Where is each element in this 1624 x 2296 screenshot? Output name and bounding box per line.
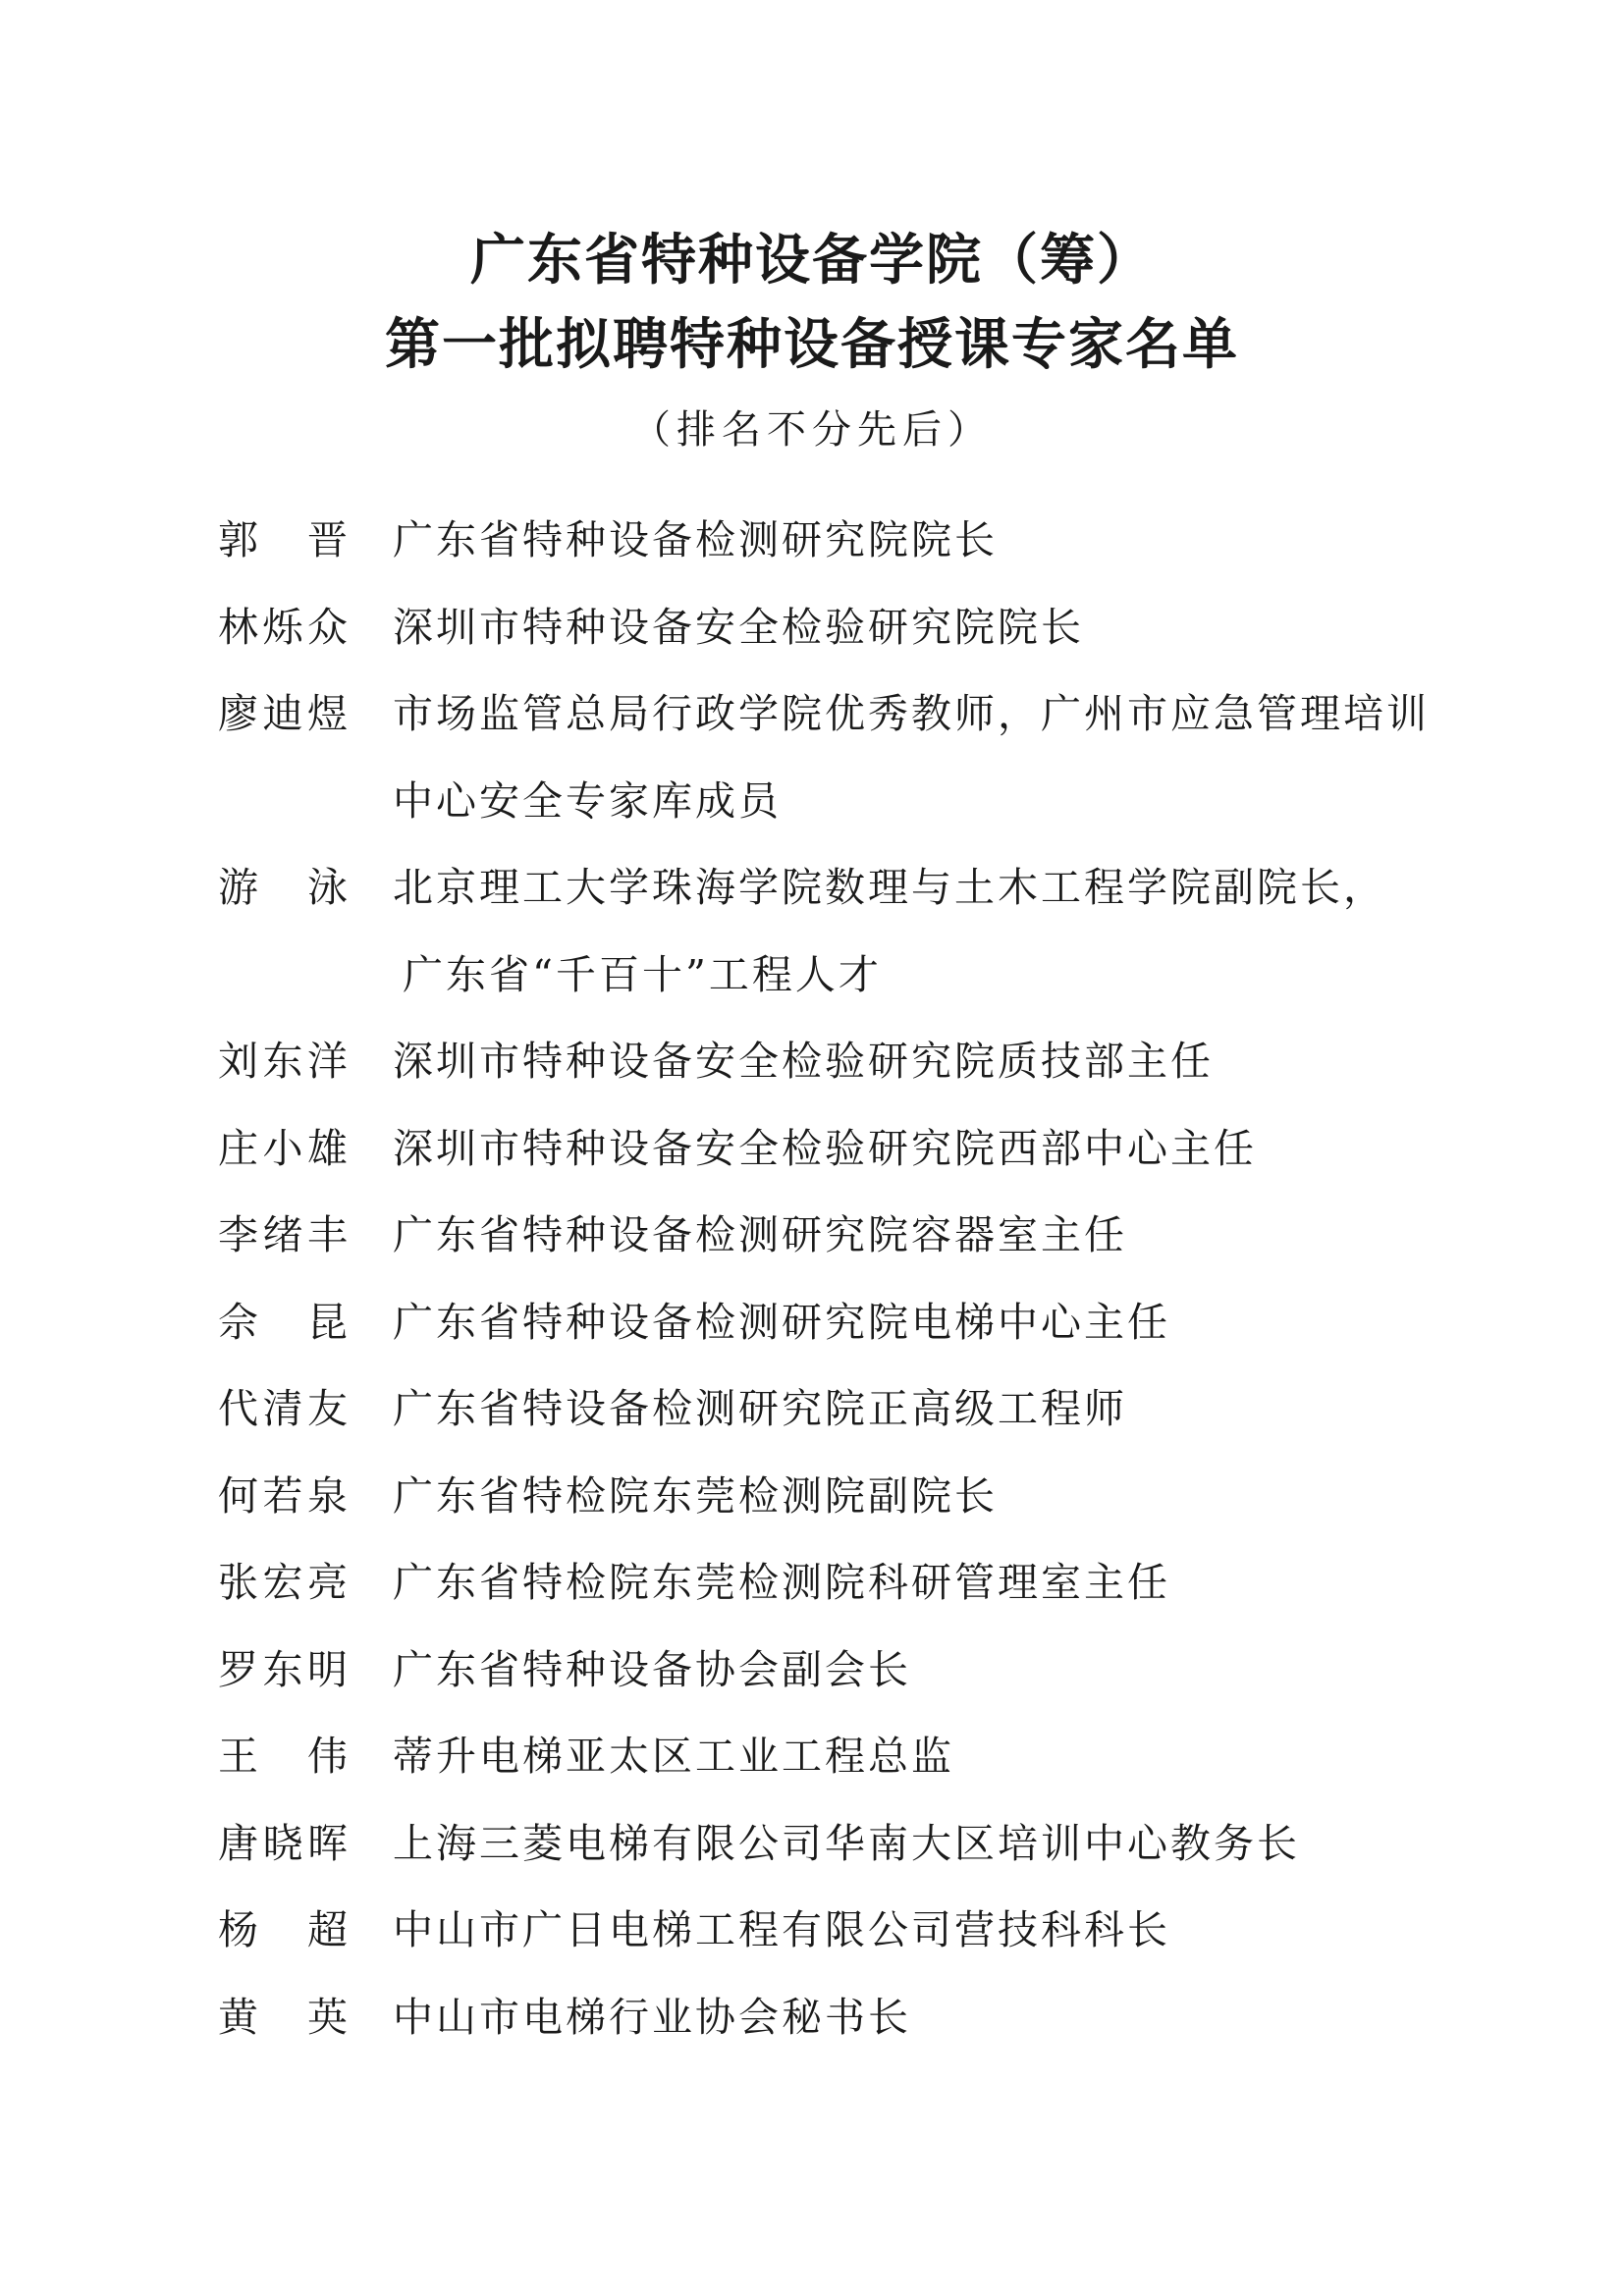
expert-description bbox=[393, 1467, 1463, 1525]
expert-entry bbox=[218, 858, 1465, 1004]
expert-entry bbox=[218, 1379, 1465, 1438]
expert-name: 何若泉 bbox=[218, 1471, 348, 1520]
expert-entry bbox=[218, 1293, 1465, 1352]
expert-description-line: 广东省特设备检测研究院正高级工程师 bbox=[393, 1385, 1127, 1432]
expert-name: 游 泳 bbox=[218, 864, 348, 911]
expert-entry bbox=[218, 1640, 1465, 1699]
expert-description-line: 深圳市特种设备安全检验研究院院长 bbox=[393, 603, 1084, 651]
expert-description bbox=[393, 598, 1463, 657]
expert-description bbox=[393, 1119, 1463, 1178]
expert-entry bbox=[218, 1467, 1465, 1525]
expert-name: 杨 超 bbox=[218, 1906, 348, 1953]
expert-name: 唐晓晖 bbox=[218, 1819, 348, 1867]
expert-description-line: 深圳市特种设备安全检验研究院质技部主任 bbox=[393, 1038, 1214, 1085]
expert-name: 佘 昆 bbox=[218, 1298, 348, 1346]
expert-description-line: 广东省特种设备检测研究院院长 bbox=[393, 516, 998, 563]
document-subtitle: （排名不分先后） bbox=[631, 407, 993, 453]
expert-description-line: 广东省特种设备检测研究院电梯中心主任 bbox=[393, 1298, 1170, 1346]
expert-description bbox=[393, 1814, 1463, 1873]
expert-entry bbox=[218, 1205, 1465, 1264]
expert-description bbox=[393, 1640, 1463, 1699]
expert-description-line: 中山市广日电梯工程有限公司营技科科长 bbox=[393, 1906, 1170, 1953]
expert-entry bbox=[218, 1900, 1465, 1959]
expert-name: 张宏亮 bbox=[218, 1559, 348, 1606]
expert-entry bbox=[218, 510, 1465, 569]
expert-description bbox=[393, 1727, 1463, 1786]
expert-entry bbox=[218, 1727, 1465, 1786]
expert-description bbox=[393, 1900, 1463, 1959]
expert-entry bbox=[218, 1553, 1465, 1612]
expert-name: 王 伟 bbox=[218, 1733, 348, 1780]
expert-description-line: 广东省特种设备协会副会长 bbox=[393, 1645, 911, 1693]
expert-description-line: 中心安全专家库成员 bbox=[393, 776, 782, 825]
expert-description-line: 北京理工大学珠海学院数理与土木工程学院副院长， bbox=[393, 864, 1386, 911]
expert-description-line: 广东省特检院东莞检测院科研管理室主任 bbox=[393, 1559, 1170, 1606]
document-title-line-2: 第一批拟聘特种设备授课专家名单 bbox=[385, 313, 1239, 377]
expert-description bbox=[393, 1205, 1463, 1264]
expert-name: 代清友 bbox=[218, 1385, 348, 1432]
expert-entry bbox=[218, 598, 1465, 657]
expert-description-line: 市场监管总局行政学院优秀教师，广州市应急管理培训 bbox=[393, 690, 1430, 737]
expert-description bbox=[393, 684, 1463, 830]
expert-entry bbox=[218, 684, 1465, 830]
expert-description-line: 蒂升电梯亚太区工业工程总监 bbox=[393, 1733, 954, 1780]
expert-description bbox=[393, 1293, 1463, 1352]
expert-name: 廖迪煜 bbox=[218, 690, 348, 737]
expert-name: 黄 英 bbox=[218, 1993, 348, 2041]
expert-entry bbox=[218, 1032, 1465, 1091]
expert-name: 刘东洋 bbox=[218, 1038, 348, 1085]
expert-entry bbox=[218, 1988, 1465, 2047]
document-title-line-1: 广东省特种设备学院（筹） bbox=[470, 229, 1154, 293]
expert-list bbox=[218, 510, 1465, 2074]
expert-description-line: 深圳市特种设备安全检验研究院西部中心主任 bbox=[393, 1124, 1257, 1172]
expert-description-line: 上海三菱电梯有限公司华南大区培训中心教务长 bbox=[393, 1819, 1300, 1867]
expert-description bbox=[393, 858, 1463, 1004]
expert-name: 庄小雄 bbox=[218, 1124, 348, 1172]
expert-description bbox=[393, 1553, 1463, 1612]
expert-name: 林烁众 bbox=[218, 603, 348, 651]
expert-description bbox=[393, 1032, 1463, 1091]
expert-entry bbox=[218, 1814, 1465, 1873]
expert-name: 李绪丰 bbox=[218, 1211, 348, 1258]
expert-description bbox=[393, 1988, 1463, 2047]
expert-name: 罗东明 bbox=[218, 1645, 348, 1693]
expert-description-line: 中山市电梯行业协会秘书长 bbox=[393, 1993, 911, 2041]
expert-description-line: 广东省特检院东莞检测院副院长 bbox=[393, 1471, 998, 1520]
expert-description-line: 广东省“千百十”工程人才 bbox=[403, 950, 882, 998]
expert-description bbox=[393, 510, 1463, 569]
expert-entry bbox=[218, 1119, 1465, 1178]
expert-name: 郭 晋 bbox=[218, 516, 348, 563]
expert-description bbox=[393, 1379, 1463, 1438]
expert-description-line: 广东省特种设备检测研究院容器室主任 bbox=[393, 1211, 1127, 1258]
